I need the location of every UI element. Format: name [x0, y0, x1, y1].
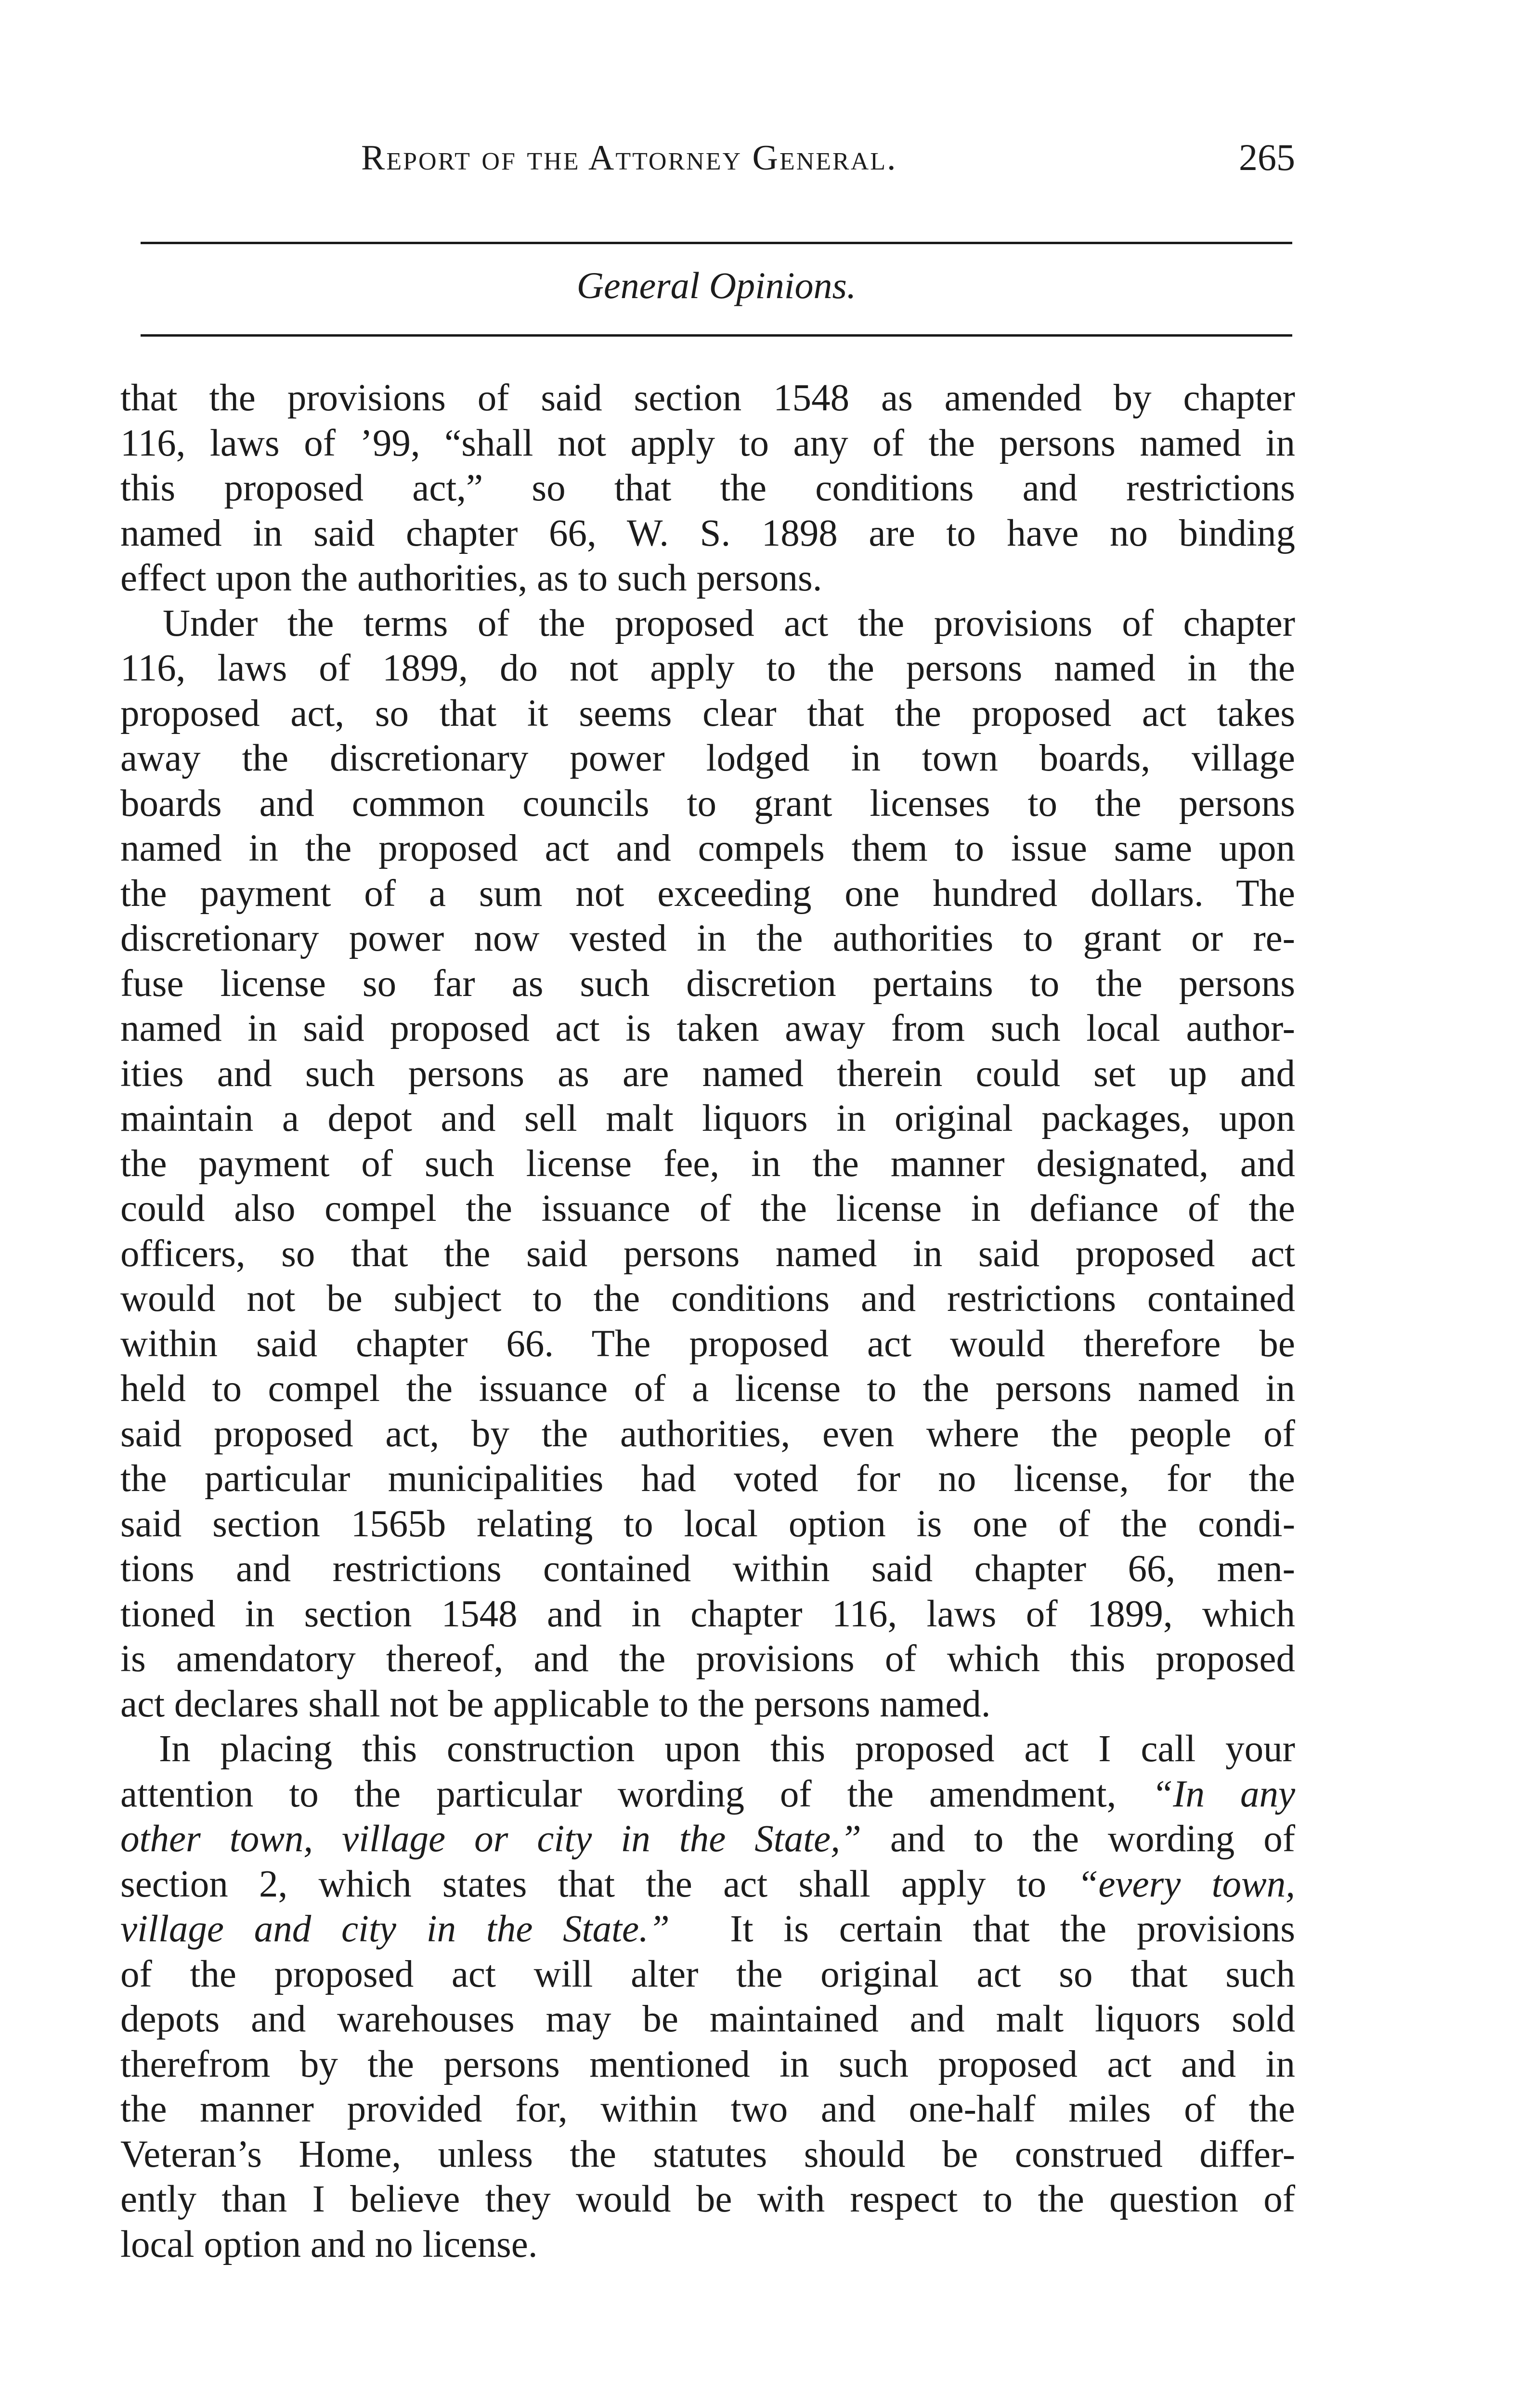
text-line: said proposed act, by the authorities, even where the people of	[120, 1413, 1295, 1455]
text-line: named in said chapter 66, W. S. 1898 are to have no binding	[120, 512, 1295, 554]
text-line: Under the terms of the proposed act the provisions of chapter	[163, 602, 1295, 644]
text-line: tioned in section 1548 and in chapter 116, laws of 1899, which	[120, 1593, 1295, 1635]
text-line: fuse license so far as such discretion pertains to the persons	[120, 962, 1295, 1005]
text-line: is amendatory thereof, and the provisions of which this proposed	[120, 1638, 1295, 1680]
text-line: maintain a depot and sell malt liquors in original packages, upon	[120, 1098, 1295, 1139]
text-line: act declares shall not be applicable to the persons named.	[120, 1683, 991, 1725]
paragraph-terms	[120, 601, 1295, 1727]
text-line: within said chapter 66. The proposed act would therefore be	[120, 1322, 1295, 1365]
text-line: therefrom by the persons mentioned in such proposed act and in	[120, 2043, 1295, 2085]
text-line: Veteran’s Home, unless the statutes should be construed differ-	[120, 2133, 1295, 2175]
text-line: named in the proposed act and compels them to issue same upon	[120, 827, 1295, 869]
text-line: proposed act, so that it seems clear that the proposed act takes	[120, 692, 1295, 734]
text-run: and to the wording of	[890, 1818, 1296, 1860]
text-run: section 2, which states that the act shall apply to	[120, 1863, 1047, 1905]
text-line: the particular municipalities had voted for no license, for the	[120, 1458, 1295, 1500]
text-line: ently than I believe they would be with respect to the question of	[120, 2178, 1295, 2220]
running-head	[140, 129, 1295, 196]
text-line: tions and restrictions contained within said chapter 66, men-	[120, 1548, 1295, 1590]
text-line: ities and such persons as are named therein could set up and	[120, 1052, 1295, 1095]
body-text	[120, 376, 1295, 2267]
text-line	[120, 1772, 1295, 1817]
text-line: this proposed act,” so that the conditions and restrictions	[120, 467, 1295, 509]
text-line: said section 1565b relating to local option is one of the condi-	[120, 1503, 1295, 1545]
header-rule-top	[141, 242, 1292, 244]
text-line	[120, 1817, 1295, 1862]
text-line: In placing this construction upon this proposed act I call your	[159, 1728, 1295, 1770]
text-line: held to compel the issuance of a license to the persons named in	[120, 1368, 1295, 1410]
section-heading: General Opinions.	[576, 264, 857, 306]
text-line: 116, laws of ’99, “shall not apply to any of the persons named in	[120, 422, 1295, 464]
quoted-amendment-text: “In any	[1152, 1773, 1296, 1815]
text-run: attention to the particular wording of the amendment,	[120, 1773, 1117, 1815]
text-line: the payment of a sum not exceeding one hundred dollars. The	[120, 872, 1295, 915]
text-line: discretionary power now vested in the authorities to grant or re-	[120, 917, 1295, 959]
running-head-title: Report of the Attorney General.	[361, 138, 897, 178]
text-line: away the discretionary power lodged in town boards, village	[120, 737, 1295, 779]
text-line: that the provisions of said section 1548 as amended by chapter	[120, 377, 1295, 419]
text-line: could also compel the issuance of the license in defiance of the	[120, 1188, 1295, 1230]
text-line: boards and common councils to grant licenses to the persons	[120, 782, 1295, 824]
paragraph-construction	[120, 1727, 1295, 2267]
text-line: depots and warehouses may be maintained and malt liquors sold	[120, 1998, 1295, 2040]
text-line	[120, 1862, 1295, 1907]
quoted-section-text: village and city in the State.”	[120, 1908, 670, 1950]
header-rule-bottom	[141, 334, 1292, 337]
quoted-amendment-text: other town, village or city in the State,”	[120, 1818, 861, 1860]
text-line: would not be subject to the conditions and restrictions contained	[120, 1278, 1295, 1320]
text-line: local option and no license.	[120, 2223, 538, 2265]
text-line: the manner provided for, within two and one-half miles of the	[120, 2088, 1295, 2130]
text-line: the payment of such license fee, in the manner designated, and	[120, 1142, 1295, 1185]
text-line: 116, laws of 1899, do not apply to the persons named in the	[120, 647, 1295, 689]
quoted-section-text: “every town,	[1077, 1863, 1295, 1905]
text-line: named in said proposed act is taken away from such local author-	[120, 1008, 1295, 1049]
text-run: It is certain that the provisions	[730, 1908, 1296, 1950]
text-line	[120, 1907, 1295, 1952]
text-line: effect upon the authorities, as to such persons.	[120, 557, 822, 599]
paragraph-continuation	[120, 376, 1295, 601]
text-line: of the proposed act will alter the original act so that such	[120, 1953, 1295, 1995]
text-line: officers, so that the said persons named in said proposed act	[120, 1232, 1295, 1275]
page-number: 265	[1239, 136, 1295, 178]
